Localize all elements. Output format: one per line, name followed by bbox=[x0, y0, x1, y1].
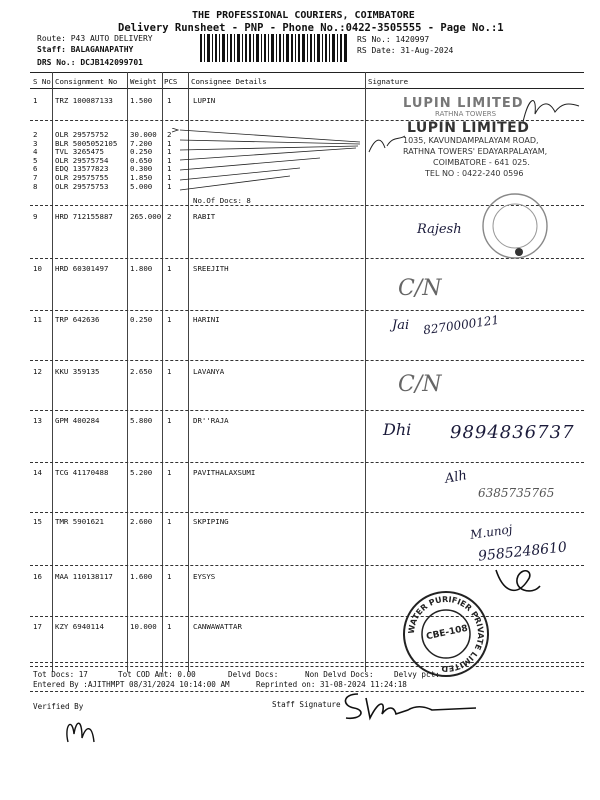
row-pcs: 1 bbox=[167, 572, 172, 581]
row-weight: 5.000 bbox=[130, 182, 153, 191]
col-header-pcs: PCS bbox=[164, 77, 178, 86]
row-consignment-no: TVL 3265475 bbox=[55, 147, 104, 156]
row-sno: 5 bbox=[33, 156, 38, 165]
row-consignee: CANWAWATTAR bbox=[193, 622, 242, 631]
row-pcs: 1 bbox=[167, 367, 172, 376]
row-separator bbox=[30, 310, 584, 311]
row-sno: 6 bbox=[33, 164, 38, 173]
row-weight: 5.200 bbox=[130, 468, 153, 477]
row14-phone: 6385735765 bbox=[478, 486, 555, 500]
row-consignee: RABIT bbox=[193, 212, 216, 221]
row-consignment-no: OLR 29575754 bbox=[55, 156, 109, 165]
row9-signature: Rajesh bbox=[417, 222, 462, 237]
row-sno: 12 bbox=[33, 367, 42, 376]
row-sno: 13 bbox=[33, 416, 42, 425]
entered-by: Entered By :AJITHMPT 08/31/2024 10:14:00 AM bbox=[33, 680, 230, 689]
row10-cn: C/N bbox=[398, 276, 442, 301]
row-pcs: 1 bbox=[167, 468, 172, 477]
delivery-pct: Delvy pct: bbox=[394, 670, 440, 679]
row-weight: 10.000 bbox=[130, 622, 157, 631]
round-stamp-small bbox=[475, 188, 555, 268]
row-sno: 11 bbox=[33, 315, 42, 324]
row-consignment-no: KKU 359135 bbox=[55, 367, 100, 376]
row-consignment-no: EDQ 13577823 bbox=[55, 164, 109, 173]
col-divider bbox=[127, 72, 128, 672]
lupin-stamp-name: LUPIN LIMITED bbox=[407, 120, 530, 136]
row-sno: 4 bbox=[33, 147, 38, 156]
row-consignment-no: MAA 110138117 bbox=[55, 572, 113, 581]
row-pcs: 1 bbox=[167, 517, 172, 526]
row12-cn: C/N bbox=[398, 372, 442, 397]
lupin-stamp-line2: 1035, KAVUNDAMPALAYAM ROAD, bbox=[403, 136, 539, 145]
row-weight: 0.650 bbox=[130, 156, 153, 165]
row-sno: 16 bbox=[33, 572, 42, 581]
verified-signature-scribble bbox=[58, 712, 108, 748]
row-sno: 2 bbox=[33, 130, 38, 139]
row-pcs: 1 bbox=[167, 156, 172, 165]
row-weight: 7.200 bbox=[130, 139, 153, 148]
lupin-stamp-line5: TEL NO : 0422-240 0596 bbox=[425, 169, 524, 178]
barcode-image bbox=[200, 34, 348, 62]
row-sno: 17 bbox=[33, 622, 42, 631]
row-consignee: DR''RAJA bbox=[193, 416, 229, 425]
row13-signature: Dhi bbox=[383, 420, 412, 439]
row14-signature: Alh bbox=[443, 468, 469, 487]
row-weight: 30.000 bbox=[130, 130, 157, 139]
row-pcs: 1 bbox=[167, 315, 172, 324]
row-consignee: EYSYS bbox=[193, 572, 216, 581]
row-consignment-no: OLR 29575755 bbox=[55, 173, 109, 182]
col-header-consignment: Consignment No bbox=[55, 77, 118, 86]
row-separator bbox=[30, 512, 584, 513]
initials-scribble bbox=[365, 130, 415, 160]
row11-phone: 8270000121 bbox=[422, 312, 500, 338]
company-title: THE PROFESSIONAL COURIERS, COIMBATORE bbox=[192, 10, 415, 21]
stamp-center-text: CBE-108 bbox=[425, 623, 469, 643]
row-consignment-no: GPM 400284 bbox=[55, 416, 100, 425]
non-delivered-docs: Non Delvd Docs: bbox=[305, 670, 374, 679]
water-purifier-stamp bbox=[402, 590, 490, 678]
row-pcs: 1 bbox=[167, 96, 172, 105]
row-separator bbox=[30, 360, 584, 361]
lupin-stamp-line4: COIMBATORE - 641 025. bbox=[433, 158, 530, 167]
total-cod: Tot COD Amt: 0.00 bbox=[118, 670, 196, 679]
row-sno: 15 bbox=[33, 517, 42, 526]
row-pcs: 1 bbox=[167, 173, 172, 182]
row-sno: 8 bbox=[33, 182, 38, 191]
row-consignment-no: OLR 29575753 bbox=[55, 182, 109, 191]
row-pcs: 2 bbox=[167, 130, 172, 139]
row-sno: 10 bbox=[33, 264, 42, 273]
row-separator bbox=[30, 616, 584, 617]
lupin-signature-scribble bbox=[515, 92, 585, 128]
row-pcs: 1 bbox=[167, 264, 172, 273]
table-header-border bbox=[30, 88, 584, 89]
col-header-weight: Weight bbox=[130, 77, 157, 86]
row15-phone: 9585248610 bbox=[477, 539, 568, 565]
row13-phone: 9894836737 bbox=[450, 422, 575, 443]
row-consignee: LAVANYA bbox=[193, 367, 225, 376]
route-label: Route: P43 AUTO DELIVERY bbox=[37, 34, 153, 43]
footer-divider bbox=[30, 666, 584, 667]
row-pcs: 1 bbox=[167, 416, 172, 425]
footer-divider bbox=[30, 691, 584, 692]
row-consignment-no: HRD 60301497 bbox=[55, 264, 109, 273]
row-weight: 1.850 bbox=[130, 173, 153, 182]
row-sno: 1 bbox=[33, 96, 38, 105]
row-weight: 2.600 bbox=[130, 517, 153, 526]
rs-number: RS No.: 1420997 bbox=[357, 35, 430, 44]
row-sno: 7 bbox=[33, 173, 38, 182]
row-weight: 0.300 bbox=[130, 164, 153, 173]
row-consignment-no: TMR 5901621 bbox=[55, 517, 104, 526]
row-separator bbox=[30, 462, 584, 463]
rs-date: RS Date: 31-Aug-2024 bbox=[357, 46, 454, 55]
row-weight: 1.800 bbox=[130, 264, 153, 273]
lupin-stamp-line1: RATHNA TOWERS bbox=[435, 110, 497, 118]
row-separator bbox=[30, 410, 584, 411]
drs-number: DRS No.: DCJB142099701 bbox=[37, 58, 143, 67]
runsheet-title: Delivery Runsheet - PNP - Phone No.:0422-3505555 - Page No.:1 bbox=[118, 22, 504, 34]
table-top-border bbox=[30, 72, 584, 73]
row-sno: 9 bbox=[33, 212, 38, 221]
staff-signature-label: Staff Signature bbox=[272, 700, 341, 709]
row-weight: 265.000 bbox=[130, 212, 162, 221]
row-pcs: 1 bbox=[167, 164, 172, 173]
row-weight: 5.800 bbox=[130, 416, 153, 425]
row-consignee: HARINI bbox=[193, 315, 220, 324]
row-consignment-no: BLR 5005052105 bbox=[55, 139, 118, 148]
group-arrow-lines bbox=[170, 128, 370, 196]
row-sno: 3 bbox=[33, 139, 38, 148]
total-docs: Tot Docs: 17 bbox=[33, 670, 88, 679]
delivered-docs: Delvd Docs: bbox=[228, 670, 279, 679]
staff-signature-scribble bbox=[336, 688, 486, 724]
row-weight: 1.600 bbox=[130, 572, 153, 581]
col-header-signature: Signature bbox=[368, 77, 409, 86]
row16-signature-scribble bbox=[488, 560, 548, 600]
row-pcs: 1 bbox=[167, 139, 172, 148]
row-weight: 0.250 bbox=[130, 315, 153, 324]
row-consignee: SREEJITH bbox=[193, 264, 229, 273]
row-consignee: SKPIPING bbox=[193, 517, 229, 526]
col-divider bbox=[162, 72, 163, 672]
staff-label: Staff: BALAGANAPATHY bbox=[37, 45, 134, 54]
row-weight: 1.500 bbox=[130, 96, 153, 105]
col-divider bbox=[52, 72, 53, 672]
row-consignment-no: TRZ 100087133 bbox=[55, 96, 113, 105]
verified-by-label: Verified By bbox=[33, 702, 84, 711]
row-pcs: 1 bbox=[167, 622, 172, 631]
row-weight: 2.650 bbox=[130, 367, 153, 376]
col-header-sno: S No bbox=[33, 77, 51, 86]
row-weight: 0.250 bbox=[130, 147, 153, 156]
row-consignment-no: OLR 29575752 bbox=[55, 130, 109, 139]
row-sno: 14 bbox=[33, 468, 42, 477]
row-consignment-no: TRP 642636 bbox=[55, 315, 100, 324]
lupin-stamp-name-faded: LUPIN LIMITED bbox=[403, 96, 524, 111]
no-of-docs: No.Of Docs: 8 bbox=[193, 196, 251, 205]
row-consignee: PAVITHALAXSUMI bbox=[193, 468, 256, 477]
col-header-consignee: Consignee Details bbox=[191, 77, 267, 86]
row15-name: M.unoj bbox=[469, 522, 514, 542]
row-pcs: 1 bbox=[167, 182, 172, 191]
row11-signature: Jai bbox=[392, 318, 410, 333]
row-consignment-no: KZY 6940114 bbox=[55, 622, 104, 631]
lupin-stamp-line3: RATHNA TOWERS' EDAYARPALAYAM, bbox=[403, 147, 548, 156]
row-separator bbox=[30, 662, 584, 663]
row-pcs: 2 bbox=[167, 212, 172, 221]
row-consignment-no: TCG 41170488 bbox=[55, 468, 109, 477]
row-consignment-no: HRD 712155887 bbox=[55, 212, 113, 221]
row-pcs: 1 bbox=[167, 147, 172, 156]
reprinted-on: Reprinted on: 31-08-2024 11:24:18 bbox=[256, 680, 407, 689]
svg-text:WATER PURIFIER PRIVATE LIMITED: WATER PURIFIER PRIVATE LIMITED bbox=[406, 594, 486, 674]
row-consignee: LUPIN bbox=[193, 96, 216, 105]
